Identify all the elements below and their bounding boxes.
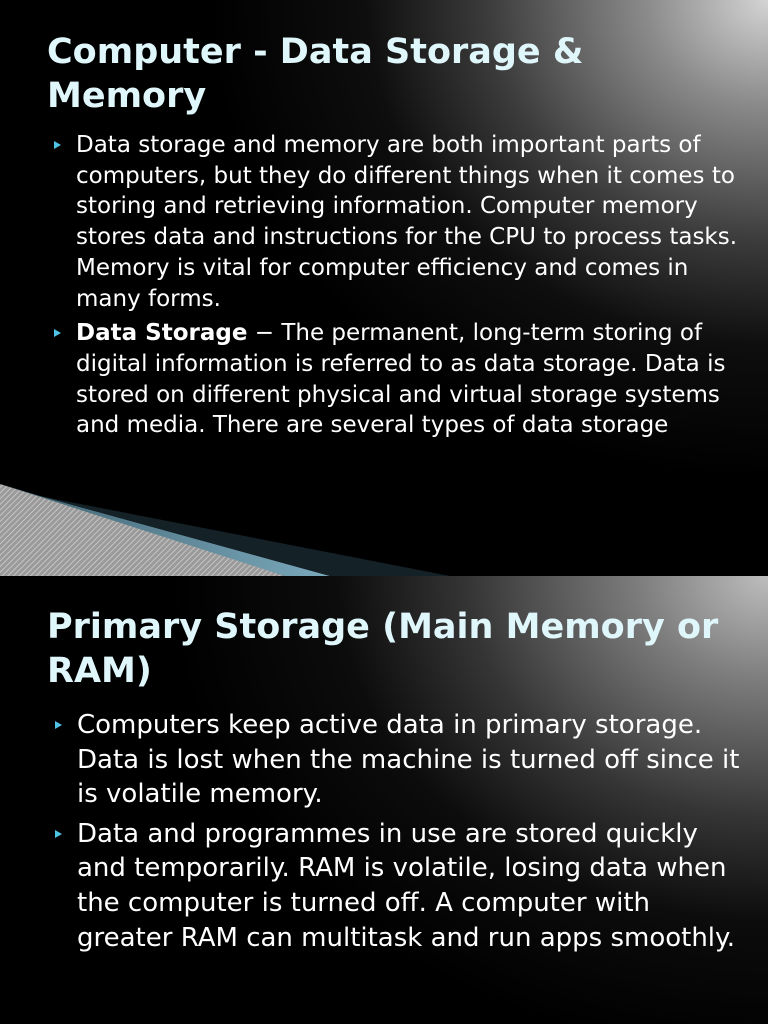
triangle-bullet-icon [54, 141, 61, 149]
triangle-bullet-icon [55, 721, 62, 729]
slide-title: Primary Storage (Main Memory or RAM) [47, 607, 719, 691]
bullet-text: Computers keep active data in primary storage. Data is lost when the machine is turned off since it is volatile memory. [77, 710, 740, 810]
list-item [76, 130, 738, 314]
triangle-bullet-icon [55, 830, 62, 838]
list-item [76, 318, 738, 441]
list-item [77, 817, 747, 955]
slide-decoration-stripes [0, 470, 768, 576]
slide-title: Computer - Data Storage & Memory [47, 32, 584, 116]
bullet-term: Data Storage [76, 320, 248, 347]
bullet-list [76, 130, 738, 445]
bullet-text: Data storage and memory are both important parts of computers, but they do different things when it comes to storing and retrieving information. Computer memory stores data and instructions for the CPU to process tasks. Memory is vital for computer efficiency and comes in many forms. [76, 132, 738, 312]
list-item [77, 708, 747, 812]
slide-2 [0, 576, 768, 1024]
triangle-bullet-icon [54, 329, 61, 337]
bullet-text: Data and programmes in use are stored quickly and temporarily. RAM is volatile, losing data when the computer is turned off. A computer with greater RAM can multitask and run apps smoothly. [77, 818, 735, 953]
bullet-list [77, 708, 747, 960]
bullet-text: − The permanent, long-term storing of digital information is referred to as data storage. Data is stored on different physical and virtual storage systems and media. There are several types of data storage [76, 320, 726, 439]
